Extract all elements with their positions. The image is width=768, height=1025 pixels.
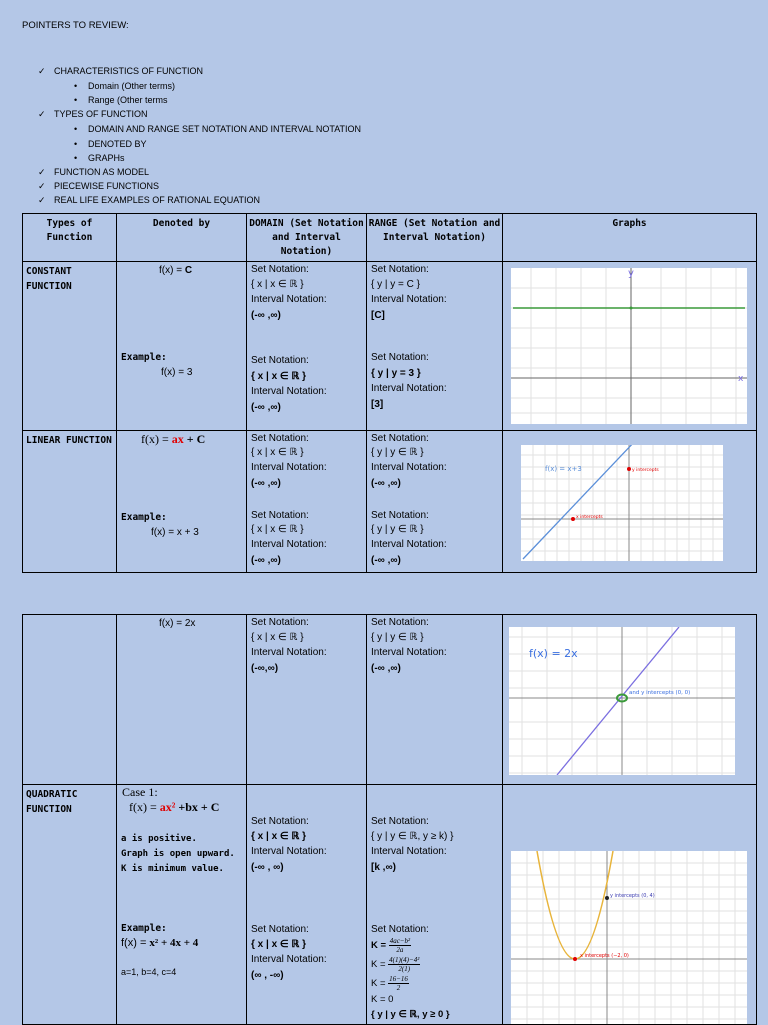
linear-function-label: LINEAR FUNCTION bbox=[23, 431, 117, 573]
y-axis-label: y bbox=[628, 268, 634, 279]
set-notation-label: Set Notation: bbox=[251, 924, 309, 935]
interval-notation-label: Interval Notation: bbox=[371, 647, 447, 658]
constant-formula: f(x) = C bbox=[159, 265, 193, 276]
set-notation-label: Set Notation: bbox=[371, 510, 429, 521]
constant-graph-svg bbox=[511, 268, 747, 424]
domain-interval: (-∞ ,∞) bbox=[251, 402, 281, 413]
header-denoted: Denoted by bbox=[117, 214, 247, 262]
quadratic-note: K is minimum value. bbox=[121, 864, 224, 874]
table-row-linear bbox=[23, 431, 757, 573]
interval-notation-label: Interval Notation: bbox=[251, 954, 327, 965]
domain-set: { x | x ∈ ℝ } bbox=[251, 279, 304, 290]
x-intercept-point bbox=[571, 517, 575, 521]
linear-example: f(x) = x + 3 bbox=[151, 527, 199, 538]
quadratic-example-label: Example: bbox=[121, 923, 167, 934]
range-set: { y | y ∈ ℝ } bbox=[371, 524, 424, 535]
constant-range-cell bbox=[367, 262, 503, 431]
domain-interval: (-∞ ,∞) bbox=[251, 478, 281, 489]
interval-notation-label: Interval Notation: bbox=[251, 386, 327, 397]
domain-interval: (∞ , -∞) bbox=[251, 970, 284, 981]
k-formula-1: K = $\frac{\text{4ac−b²}}{2a}$ bbox=[371, 937, 411, 954]
quadratic-case: Case 1: bbox=[122, 785, 158, 799]
set-notation-label: Set Notation: bbox=[371, 433, 429, 444]
range-interval: (-∞ ,∞) bbox=[371, 663, 401, 674]
linear2-graph-svg bbox=[509, 627, 735, 775]
interval-notation-label: Interval Notation: bbox=[251, 846, 327, 857]
page-title: POINTERS TO REVIEW: bbox=[22, 20, 129, 31]
list-item: • DOMAIN AND RANGE SET NOTATION AND INTERVAL NOTATION bbox=[74, 124, 362, 134]
linear-domain-cell bbox=[247, 431, 367, 573]
interval-notation-label: Interval Notation: bbox=[371, 539, 447, 550]
domain-set: { x | x ∈ ℝ } bbox=[251, 371, 307, 382]
functions-table-1 bbox=[22, 213, 757, 573]
k-formula-4: K = 0 bbox=[371, 994, 394, 1005]
list-item: ✓ PIECEWISE FUNCTIONS bbox=[38, 181, 160, 191]
y-intercept-label: y intercepts bbox=[632, 468, 659, 473]
domain-set: { x | x ∈ ℝ } bbox=[251, 831, 307, 842]
y-intercept-point bbox=[605, 896, 609, 900]
interval-notation-label: Interval Notation: bbox=[371, 294, 447, 305]
interval-notation-label: Interval Notation: bbox=[251, 462, 327, 473]
linear-formula: f(x) = ax + C bbox=[141, 432, 206, 446]
interval-notation-label: Interval Notation: bbox=[371, 462, 447, 473]
list-item: • Range (Other terms bbox=[74, 95, 168, 105]
linear2-range-cell bbox=[367, 615, 503, 785]
x-intercept-label: x intercepts bbox=[576, 515, 603, 520]
linear2-graph-cell bbox=[503, 615, 757, 785]
quadratic-graph-cell bbox=[503, 785, 757, 1025]
list-item: ✓ TYPES OF FUNCTION bbox=[38, 109, 148, 119]
range-set: { y | y ∈ ℝ, y ≥ k) } bbox=[371, 831, 454, 842]
table-row-constant bbox=[23, 262, 757, 431]
linear2-domain-cell bbox=[247, 615, 367, 785]
quadratic-formula: f(x) = ax² +bx + C bbox=[129, 800, 220, 814]
table-row-quadratic bbox=[23, 785, 757, 1025]
domain-set: { x | x ∈ ℝ } bbox=[251, 524, 304, 535]
intercept-note: and y intercepts (0, 0) bbox=[629, 690, 691, 696]
k-formula-3: K = $\frac{16-16}{2}$ bbox=[371, 975, 408, 992]
set-notation-label: Set Notation: bbox=[371, 264, 429, 275]
range-set: { y | y ∈ ℝ, y ≥ 0 } bbox=[371, 1009, 450, 1020]
list-item: • Domain (Other terms) bbox=[74, 81, 176, 91]
domain-set: { x | x ∈ ℝ } bbox=[251, 447, 304, 458]
range-interval: [k ,∞) bbox=[371, 862, 396, 873]
linear-example-label: Example: bbox=[121, 512, 167, 523]
set-notation-label: Set Notation: bbox=[371, 924, 429, 935]
functions-table-2 bbox=[22, 614, 757, 1025]
range-set: { y | y = C } bbox=[371, 279, 421, 290]
range-interval: [C] bbox=[371, 310, 385, 321]
set-notation-label: Set Notation: bbox=[251, 355, 309, 366]
constant-graph bbox=[511, 268, 747, 424]
domain-interval: (-∞ , ∞) bbox=[251, 862, 284, 873]
set-notation-label: Set Notation: bbox=[251, 264, 309, 275]
set-notation-label: Set Notation: bbox=[371, 816, 429, 827]
domain-interval: (-∞ ,∞) bbox=[251, 310, 281, 321]
linear-graph-cell bbox=[503, 431, 757, 573]
header-range: RANGE (Set Notation and Interval Notation) bbox=[367, 214, 503, 262]
set-notation-label: Set Notation: bbox=[251, 433, 309, 444]
constant-example-label: Example: bbox=[121, 352, 167, 363]
interval-notation-label: Interval Notation: bbox=[251, 647, 327, 658]
linear-line bbox=[523, 445, 637, 559]
constant-function-label: CONSTANT FUNCTION bbox=[23, 262, 117, 431]
empty-type-cell bbox=[23, 615, 117, 785]
domain-interval: (-∞,∞) bbox=[251, 663, 279, 674]
k-formula-2: K = $\frac{\text{4(1)(4)−4²}}{2(1)}$ bbox=[371, 956, 420, 973]
list-item: ✓ REAL LIFE EXAMPLES OF RATIONAL EQUATION bbox=[38, 195, 261, 205]
linear-graph-label: f(x) = x+3 bbox=[545, 465, 582, 473]
quadratic-coefficients: a=1, b=4, c=4 bbox=[121, 967, 177, 977]
range-interval: [3] bbox=[371, 399, 384, 410]
domain-interval: (-∞ ,∞) bbox=[251, 555, 281, 566]
range-set: { y | y ∈ ℝ } bbox=[371, 632, 424, 643]
set-notation-label: Set Notation: bbox=[371, 352, 429, 363]
range-interval: (-∞ ,∞) bbox=[371, 555, 401, 566]
interval-notation-label: Interval Notation: bbox=[251, 294, 327, 305]
quadratic-example: f(x) = x² + 4x + 4 bbox=[121, 937, 199, 949]
quadratic-note: a is positive. bbox=[121, 834, 197, 844]
interval-notation-label: Interval Notation: bbox=[251, 539, 327, 550]
set-notation-label: Set Notation: bbox=[251, 816, 309, 827]
header-domain: DOMAIN (Set Notation and Interval Notation) bbox=[247, 214, 367, 262]
linear2-graph bbox=[509, 627, 735, 775]
list-item: ✓ FUNCTION AS MODEL bbox=[38, 167, 150, 177]
linear2-denoted-cell bbox=[117, 615, 247, 785]
domain-set: { x | x ∈ ℝ } bbox=[251, 939, 307, 950]
quadratic-graph bbox=[511, 851, 747, 1025]
linear2-graph-label: f(x) = 2x bbox=[529, 647, 578, 660]
linear-graph-svg bbox=[521, 445, 723, 561]
x-axis-label: x bbox=[738, 374, 744, 384]
set-notation-label: Set Notation: bbox=[251, 617, 309, 628]
quadratic-note: Graph is open upward. bbox=[121, 849, 235, 859]
linear-range-cell bbox=[367, 431, 503, 573]
linear-denoted-cell bbox=[117, 431, 247, 573]
constant-example: f(x) = 3 bbox=[161, 367, 193, 378]
linear-graph bbox=[521, 445, 723, 561]
list-item: • DENOTED BY bbox=[74, 139, 147, 149]
quadratic-range-cell bbox=[367, 785, 503, 1025]
table-header-row bbox=[23, 214, 757, 262]
vertex-point bbox=[573, 957, 577, 961]
y-intercept-point bbox=[627, 467, 631, 471]
set-notation-label: Set Notation: bbox=[251, 510, 309, 521]
constant-denoted-cell bbox=[117, 262, 247, 431]
domain-set: { x | x ∈ ℝ } bbox=[251, 632, 304, 643]
list-item: ✓ CHARACTERISTICS OF FUNCTION bbox=[38, 66, 204, 76]
interval-notation-label: Interval Notation: bbox=[371, 383, 447, 394]
header-types: Types of Function bbox=[23, 214, 117, 262]
range-interval: (-∞ ,∞) bbox=[371, 478, 401, 489]
interval-notation-label: Interval Notation: bbox=[371, 846, 447, 857]
header-graphs: Graphs bbox=[503, 214, 757, 262]
table-row-linear-example bbox=[23, 615, 757, 785]
range-set: { y | y ∈ ℝ } bbox=[371, 447, 424, 458]
linear2-example: f(x) = 2x bbox=[159, 618, 196, 629]
quadratic-denoted-cell bbox=[117, 785, 247, 1025]
x-intercept-label: x intercepts (−2, 0) bbox=[580, 953, 629, 959]
quadratic-domain-cell bbox=[247, 785, 367, 1025]
y-intercept-label: y intercepts (0, 4) bbox=[610, 893, 655, 899]
constant-graph-cell bbox=[503, 262, 757, 431]
quadratic-function-label: QUADRATIC FUNCTION bbox=[23, 785, 117, 1025]
quadratic-graph-svg bbox=[511, 851, 747, 1025]
set-notation-label: Set Notation: bbox=[371, 617, 429, 628]
constant-domain-cell bbox=[247, 262, 367, 431]
range-set: { y | y = 3 } bbox=[371, 368, 421, 379]
list-item: • GRAPHs bbox=[74, 153, 125, 163]
